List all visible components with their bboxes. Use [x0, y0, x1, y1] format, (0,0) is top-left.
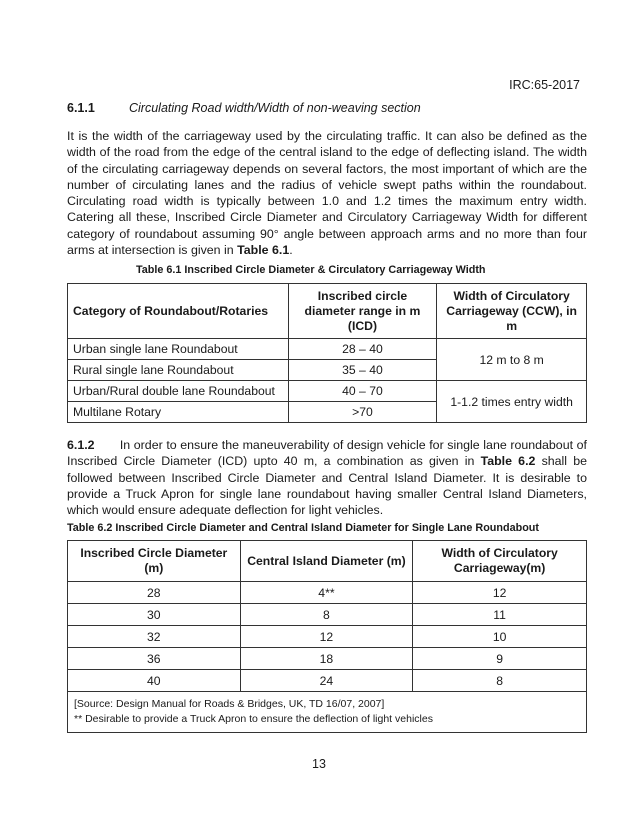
- table-header-row: [68, 284, 587, 339]
- cid-cell: 8: [240, 604, 413, 626]
- header-icd: Inscribed circle diameter range in m (ICD): [288, 284, 437, 339]
- category-cell: Multilane Rotary: [68, 402, 289, 423]
- header-ccw: Width of Circulatory Carriageway (CCW), in m: [437, 284, 587, 339]
- icd-cell: 28 – 40: [288, 339, 437, 360]
- document-code: IRC:65-2017: [509, 78, 580, 92]
- cid-cell: 24: [240, 670, 413, 692]
- table-reference: Table 6.1: [237, 243, 290, 258]
- table-row: [68, 381, 587, 402]
- table-6-2-caption: Table 6.2 Inscribed Circle Diameter and Central Island Diameter for Single Lane Roundabout: [67, 522, 539, 534]
- category-cell: Rural single lane Roundabout: [68, 360, 289, 381]
- paragraph-text: In order to ensure the maneuverability of design vehicle for single lane roundabout of Inscribed Circle Diameter (ICD) upto 40 m, a combination as given in: [67, 438, 587, 469]
- table-row: [68, 670, 587, 692]
- icd-cell: 28: [68, 582, 241, 604]
- icd-cell: 30: [68, 604, 241, 626]
- table-row: [68, 339, 587, 360]
- section-6-1-2-paragraph: [67, 437, 587, 518]
- paragraph-text-cont: shall be followed between Inscribed Circle Diameter and Central Island Diameter. It is desirable to provide a Truck Apron for single lane roundabout having smaller Central Island Diameters, which would ensure adequate deflection for light vehicles.: [67, 454, 588, 518]
- table-row: [68, 582, 587, 604]
- icd-cell: 40 – 70: [288, 381, 437, 402]
- cid-cell: 12: [240, 626, 413, 648]
- icd-cell: >70: [288, 402, 437, 423]
- table-note-row: [68, 692, 587, 733]
- table-footnote: ** Desirable to provide a Truck Apron to ensure the deflection of light vehicles: [74, 713, 433, 725]
- cid-cell: 18: [240, 648, 413, 670]
- ccw-cell: 9: [413, 648, 587, 670]
- table-source: [Source: Design Manual for Roads & Bridges, UK, TD 16/07, 2007]: [74, 698, 385, 710]
- section-heading-6-1-1: [67, 101, 587, 115]
- table-reference: Table 6.2: [480, 454, 536, 469]
- table-row: [68, 648, 587, 670]
- header-cid: Central Island Diameter (m): [240, 541, 413, 582]
- icd-cell: 36: [68, 648, 241, 670]
- ccw-cell: 12 m to 8 m: [437, 339, 587, 381]
- icd-cell: 40: [68, 670, 241, 692]
- section-number: 6.1.1: [67, 101, 95, 115]
- ccw-cell: 10: [413, 626, 587, 648]
- cid-cell: 4**: [240, 582, 413, 604]
- ccw-cell: 11: [413, 604, 587, 626]
- paragraph-end: .: [289, 243, 293, 258]
- paragraph-text: It is the width of the carriageway used by the circulating traffic. It can also be defined as the width of the road from the edge of the central island to the edge of deflecting island. The width of the circulating carriageway depends on several factors, the most important of which are the number of circulating lanes and the radius of vehicle swept paths within the roundabout. Circulating road width is typically between 1.0 and 1.2 times the maximum entry width. Catering all these, Inscribed Circle Diameter and Circulatory Carriageway Width for different category of roundabout assuming 90° angle between approach arms and no more than four arms at intersection is given in: [67, 129, 587, 258]
- icd-cell: 35 – 40: [288, 360, 437, 381]
- header-icd: Inscribed Circle Diameter (m): [68, 541, 241, 582]
- icd-cell: 32: [68, 626, 241, 648]
- header-ccw: Width of Circulatory Carriageway(m): [413, 541, 587, 582]
- table-row: [68, 626, 587, 648]
- category-cell: Urban single lane Roundabout: [68, 339, 289, 360]
- table-6-1-caption: Table 6.1 Inscribed Circle Diameter & Circulatory Carriageway Width: [136, 264, 486, 276]
- section-6-1-1-paragraph: [67, 128, 587, 258]
- table-notes: [68, 692, 587, 733]
- table-row: [68, 604, 587, 626]
- ccw-cell: 12: [413, 582, 587, 604]
- table-6-2: [67, 540, 587, 733]
- table-header-row: [68, 541, 587, 582]
- section-title: Circulating Road width/Width of non-weaving section: [129, 101, 421, 115]
- ccw-cell: 8: [413, 670, 587, 692]
- ccw-cell: 1-1.2 times entry width: [437, 381, 587, 423]
- table-6-1: [67, 283, 587, 423]
- section-number: 6.1.2: [67, 438, 95, 452]
- category-cell: Urban/Rural double lane Roundabout: [68, 381, 289, 402]
- page-number: 13: [312, 757, 326, 771]
- header-category: Category of Roundabout/Rotaries: [68, 284, 289, 339]
